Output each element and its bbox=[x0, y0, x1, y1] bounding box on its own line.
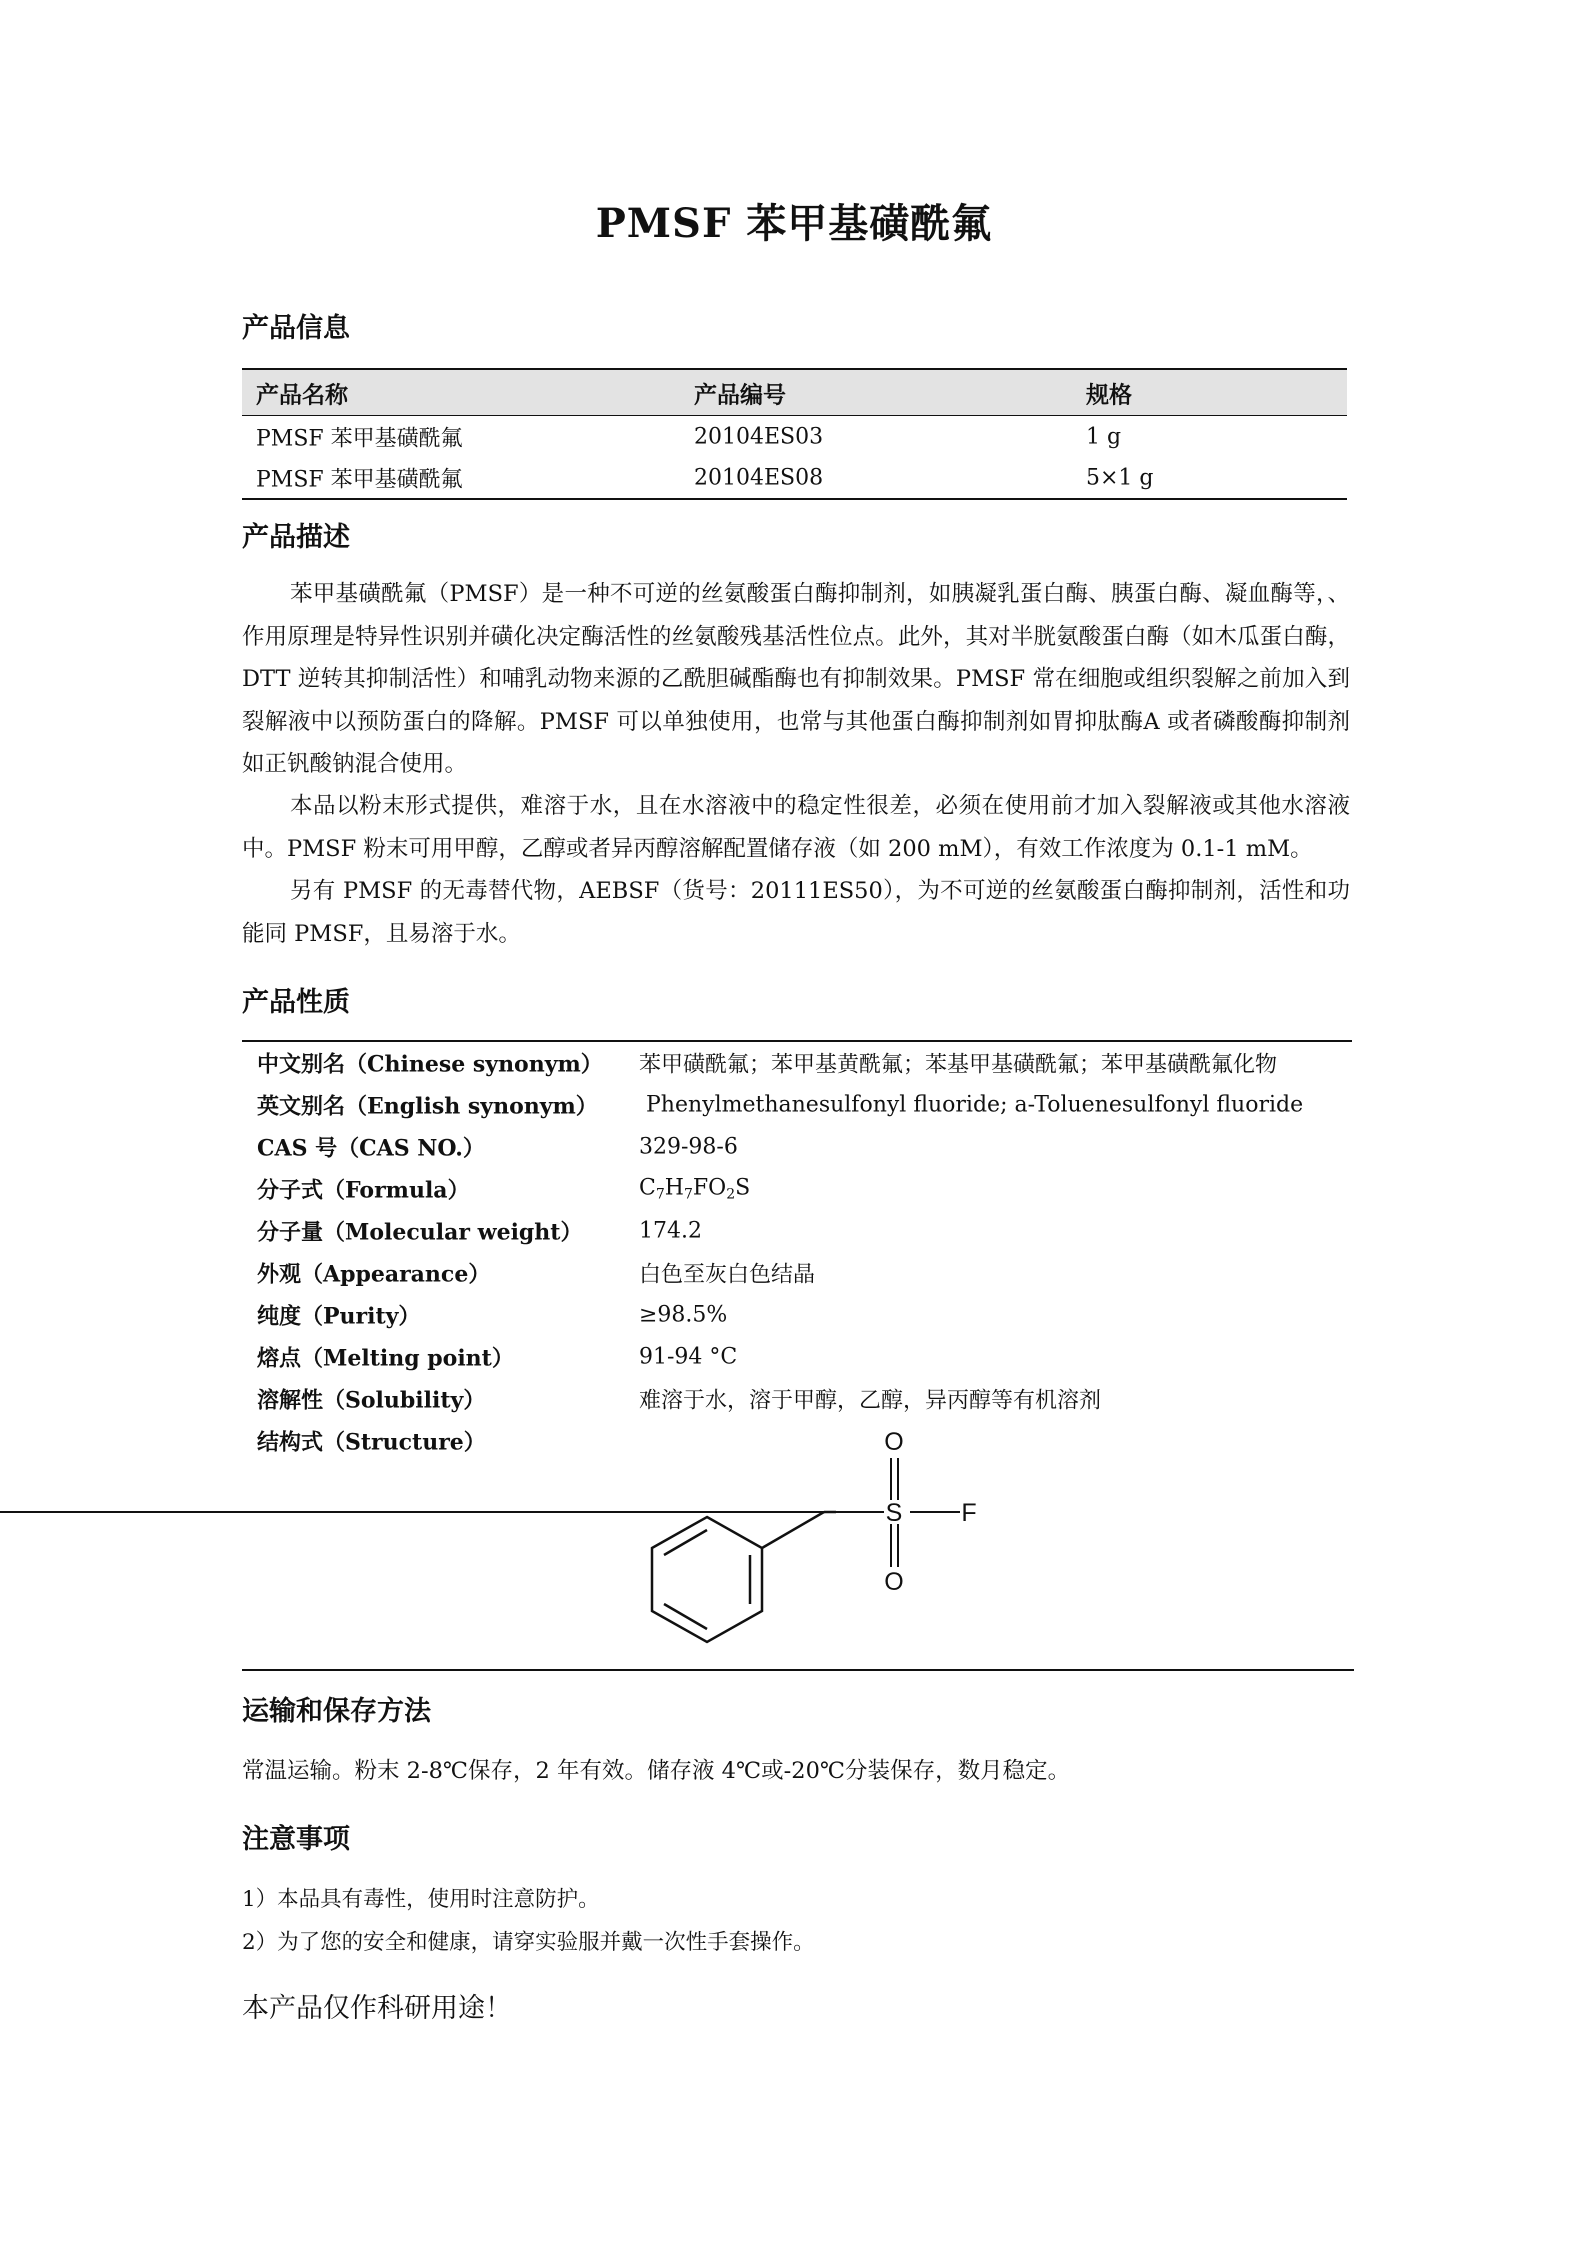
property-label: 外观（Appearance） bbox=[257, 1261, 491, 1288]
property-value: ≥98.5% bbox=[639, 1302, 728, 1328]
property-value: Phenylmethanesulfonyl fluoride; a-Toluenesulfonyl fluoride bbox=[639, 1092, 1304, 1118]
properties-table bbox=[242, 1040, 1352, 1462]
header-specification: 规格 bbox=[1086, 381, 1132, 408]
storage-text: 常温运输。粉末 2-8℃保存，2 年有效。储存液 4℃或-20℃分装保存，数月稳定。 bbox=[242, 1758, 1071, 1784]
property-value: 难溶于水，溶于甲醇，乙醇，异丙醇等有机溶剂 bbox=[639, 1388, 1102, 1414]
property-label: CAS 号（CAS NO.） bbox=[257, 1135, 485, 1162]
note-item: 2）为了您的安全和健康，请穿实验服并戴一次性手套操作。 bbox=[242, 1930, 815, 1955]
formula-subscript: 7 bbox=[655, 1186, 665, 1203]
property-row bbox=[242, 1336, 1352, 1378]
property-row bbox=[242, 1252, 1352, 1294]
property-row bbox=[242, 1294, 1352, 1336]
product-name-cell: PMSF 苯甲基磺酰氟 bbox=[256, 426, 463, 451]
property-row bbox=[242, 1168, 1352, 1210]
section-heading-notes: 注意事项 bbox=[242, 1824, 350, 1855]
description-paragraph: 本品以粉末形式提供，难溶于水，且在水溶液中的稳定性很差，必须在使用前才加入裂解液或其他水溶液中。PMSF 粉末可用甲醇，乙醇或者异丙醇溶解配置储存液（如 200 mM），有效工作浓度为 0.1-1 mM。 bbox=[242, 793, 1350, 862]
product-code-cell: 20104ES08 bbox=[694, 465, 824, 490]
specification-cell: 1 g bbox=[1086, 424, 1122, 449]
section-heading-description: 产品描述 bbox=[242, 522, 350, 553]
property-row bbox=[242, 1042, 1352, 1084]
section-heading-product-info: 产品信息 bbox=[242, 313, 350, 344]
property-value: 苯甲磺酰氟；苯甲基黄酰氟；苯基甲基磺酰氟；苯甲基磺酰氟化物 bbox=[639, 1052, 1278, 1078]
property-row bbox=[242, 1378, 1352, 1420]
specification-cell: 5×1 g bbox=[1086, 465, 1154, 490]
property-row bbox=[242, 1210, 1352, 1252]
structure-diagram bbox=[0, 1420, 1588, 1680]
section-heading-storage: 运输和保存方法 bbox=[242, 1696, 431, 1727]
molecular-formula bbox=[639, 1176, 750, 1203]
benzene-ring bbox=[652, 1512, 836, 1642]
property-row bbox=[242, 1084, 1352, 1126]
research-use-only-notice: 本产品仅作科研用途！ bbox=[242, 1993, 512, 2024]
property-label: 英文别名（English synonym） bbox=[257, 1093, 598, 1120]
property-label: 分子量（Molecular weight） bbox=[257, 1219, 583, 1246]
atom-label-oxygen: O bbox=[884, 1568, 904, 1596]
properties-table-bottom-rule bbox=[242, 1669, 1354, 1671]
atom-label-fluorine: F bbox=[961, 1499, 977, 1527]
table-row bbox=[242, 416, 1347, 457]
property-value: 174.2 bbox=[639, 1218, 702, 1244]
property-row bbox=[242, 1126, 1352, 1168]
formula-element: H bbox=[664, 1175, 684, 1201]
property-label: 溶解性（Solubility） bbox=[257, 1387, 486, 1414]
property-value: 329-98-6 bbox=[639, 1134, 738, 1160]
atom-label-sulfur: S bbox=[885, 1499, 903, 1527]
property-label: 分子式（Formula） bbox=[257, 1177, 470, 1204]
table-row bbox=[242, 457, 1347, 500]
formula-subscript: 7 bbox=[683, 1186, 693, 1203]
formula-element: S bbox=[735, 1175, 751, 1201]
property-value: 91-94 °C bbox=[639, 1344, 738, 1370]
product-table bbox=[242, 368, 1347, 500]
property-label: 纯度（Purity） bbox=[257, 1303, 421, 1330]
bond-ring-ch2 bbox=[762, 1512, 824, 1548]
formula-element: C bbox=[639, 1175, 656, 1201]
property-label: 熔点（Melting point） bbox=[257, 1345, 514, 1372]
property-label: 结构式（Structure） bbox=[257, 1429, 486, 1456]
benzene-double-bond bbox=[664, 1530, 707, 1555]
product-table-header bbox=[242, 368, 1347, 416]
section-heading-properties: 产品性质 bbox=[242, 987, 350, 1018]
property-value: 白色至灰白色结晶 bbox=[639, 1262, 816, 1288]
property-label: 中文别名（Chinese synonym） bbox=[257, 1051, 603, 1078]
atom-label-oxygen: O bbox=[884, 1428, 904, 1456]
note-item: 1）本品具有毒性，使用时注意防护。 bbox=[242, 1887, 600, 1912]
header-product-name: 产品名称 bbox=[256, 381, 348, 408]
header-product-code: 产品编号 bbox=[694, 381, 786, 408]
formula-subscript: 2 bbox=[726, 1186, 736, 1203]
product-code-cell: 20104ES03 bbox=[694, 424, 824, 449]
benzene-hexagon bbox=[652, 1517, 762, 1642]
product-name-cell: PMSF 苯甲基磺酰氟 bbox=[256, 467, 463, 492]
benzene-double-bond bbox=[664, 1604, 707, 1629]
formula-element: FO bbox=[692, 1175, 727, 1201]
description-paragraph: 另有 PMSF 的无毒替代物，AEBSF（货号：20111ES50），为不可逆的丝氨酸蛋白酶抑制剂，活性和功能同 PMSF，且易溶于水。 bbox=[242, 878, 1350, 947]
description-paragraph: 苯甲基磺酰氟（PMSF）是一种不可逆的丝氨酸蛋白酶抑制剂，如胰凝乳蛋白酶、胰蛋白酶、凝血酶等，、作用原理是特异性识别并磺化决定酶活性的丝氨酸残基活性位点。此外，其对半胱氨酸蛋白酶（如木瓜蛋白酶，DTT 逆转其抑制活性）和哺乳动物来源的乙酰胆碱酯酶也有抑制效果。PMSF 常在细胞或组织裂解之前加入到裂解液中以预防蛋白的降解。PMSF 可以单独使用，也常与其他蛋白酶抑制剂如胃抑肽酶A 或者磷酸酶抑制剂如正钒酸钠混合使用。 bbox=[242, 581, 1350, 777]
document-title: PMSF 苯甲基磺酰氟 bbox=[595, 200, 993, 247]
